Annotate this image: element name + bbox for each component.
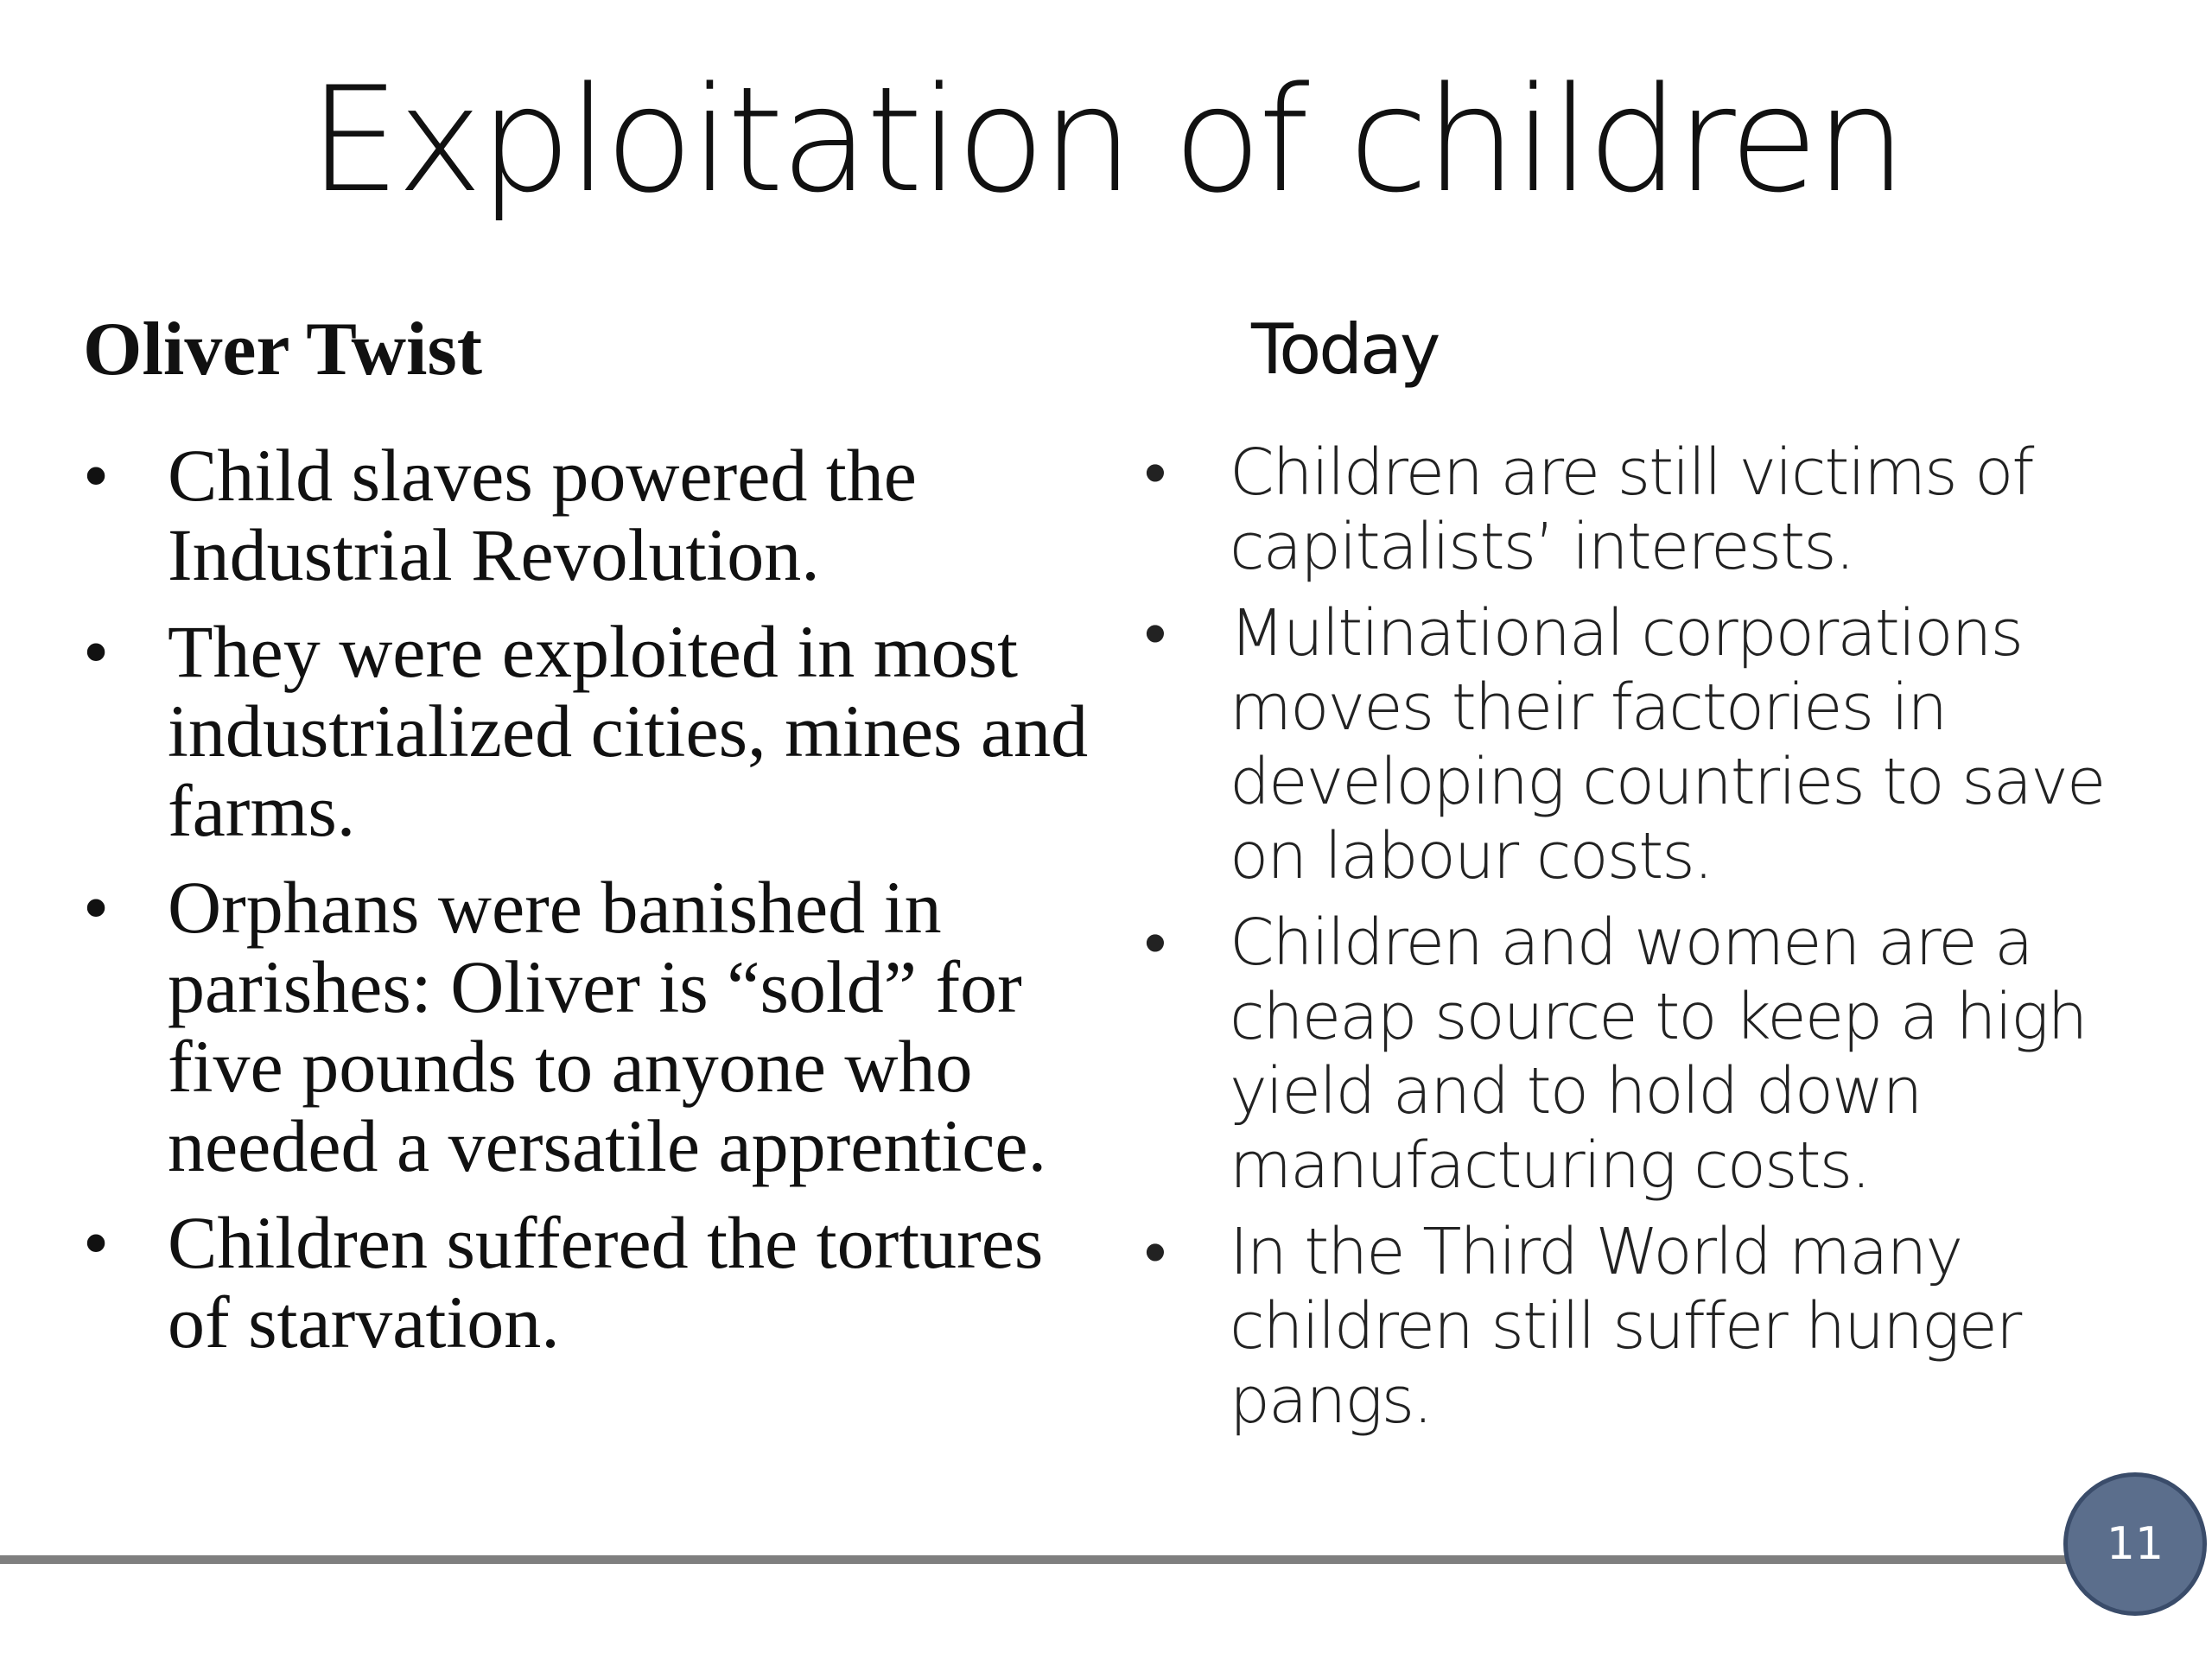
list-item-text: They were exploited in most industrialized cities, mines and farms. <box>168 610 1089 852</box>
bullet-icon: • <box>83 866 110 949</box>
bullet-icon: • <box>83 610 110 693</box>
list-item-text: Children and women are a cheap source to keep a high yield and to hold down manufacturing costs. <box>1230 906 2087 1203</box>
list-item <box>83 612 1120 850</box>
bullet-icon: • <box>83 1201 110 1284</box>
list-item <box>83 1203 1120 1362</box>
footer-divider <box>0 1555 2074 1564</box>
list-item <box>1132 906 2186 1203</box>
list-item-text: Multinational corporations moves their factories in developing countries to save on labour costs. <box>1230 596 2105 893</box>
right-column <box>1132 302 2186 1450</box>
list-item-text: Orphans were banished in parishes: Oliver is “sold” for five pounds to anyone who needed a versatile apprentice. <box>168 866 1047 1187</box>
slide-title: Exploitation of children <box>308 55 1904 225</box>
left-column-heading: Oliver Twist <box>83 308 482 391</box>
bullet-icon: • <box>1144 596 1165 671</box>
page-number-badge <box>2063 1472 2207 1616</box>
list-item <box>83 435 1120 594</box>
list-item-text: Children are still victims of capitalists’ interests. <box>1230 435 2033 584</box>
list-item-text: In the Third World many children still suffer hunger pangs. <box>1230 1215 2021 1438</box>
page-number: 11 <box>2106 1518 2164 1570</box>
bullet-icon: • <box>83 434 110 517</box>
list-item-text: Children suffered the tortures of starvation. <box>168 1201 1044 1363</box>
list-item <box>1132 435 2186 584</box>
list-item <box>1132 1215 2186 1438</box>
bullet-icon: • <box>1144 906 1165 980</box>
right-column-heading: Today <box>1251 309 1439 390</box>
bullet-icon: • <box>1144 435 1165 510</box>
list-item <box>1132 596 2186 893</box>
list-item <box>83 868 1120 1185</box>
right-bullet-list <box>1132 435 2186 1438</box>
list-item-text: Child slaves powered the Industrial Revolution. <box>168 434 917 596</box>
bullet-icon: • <box>1144 1215 1165 1289</box>
left-bullet-list <box>83 435 1120 1362</box>
left-column <box>83 302 1120 1379</box>
